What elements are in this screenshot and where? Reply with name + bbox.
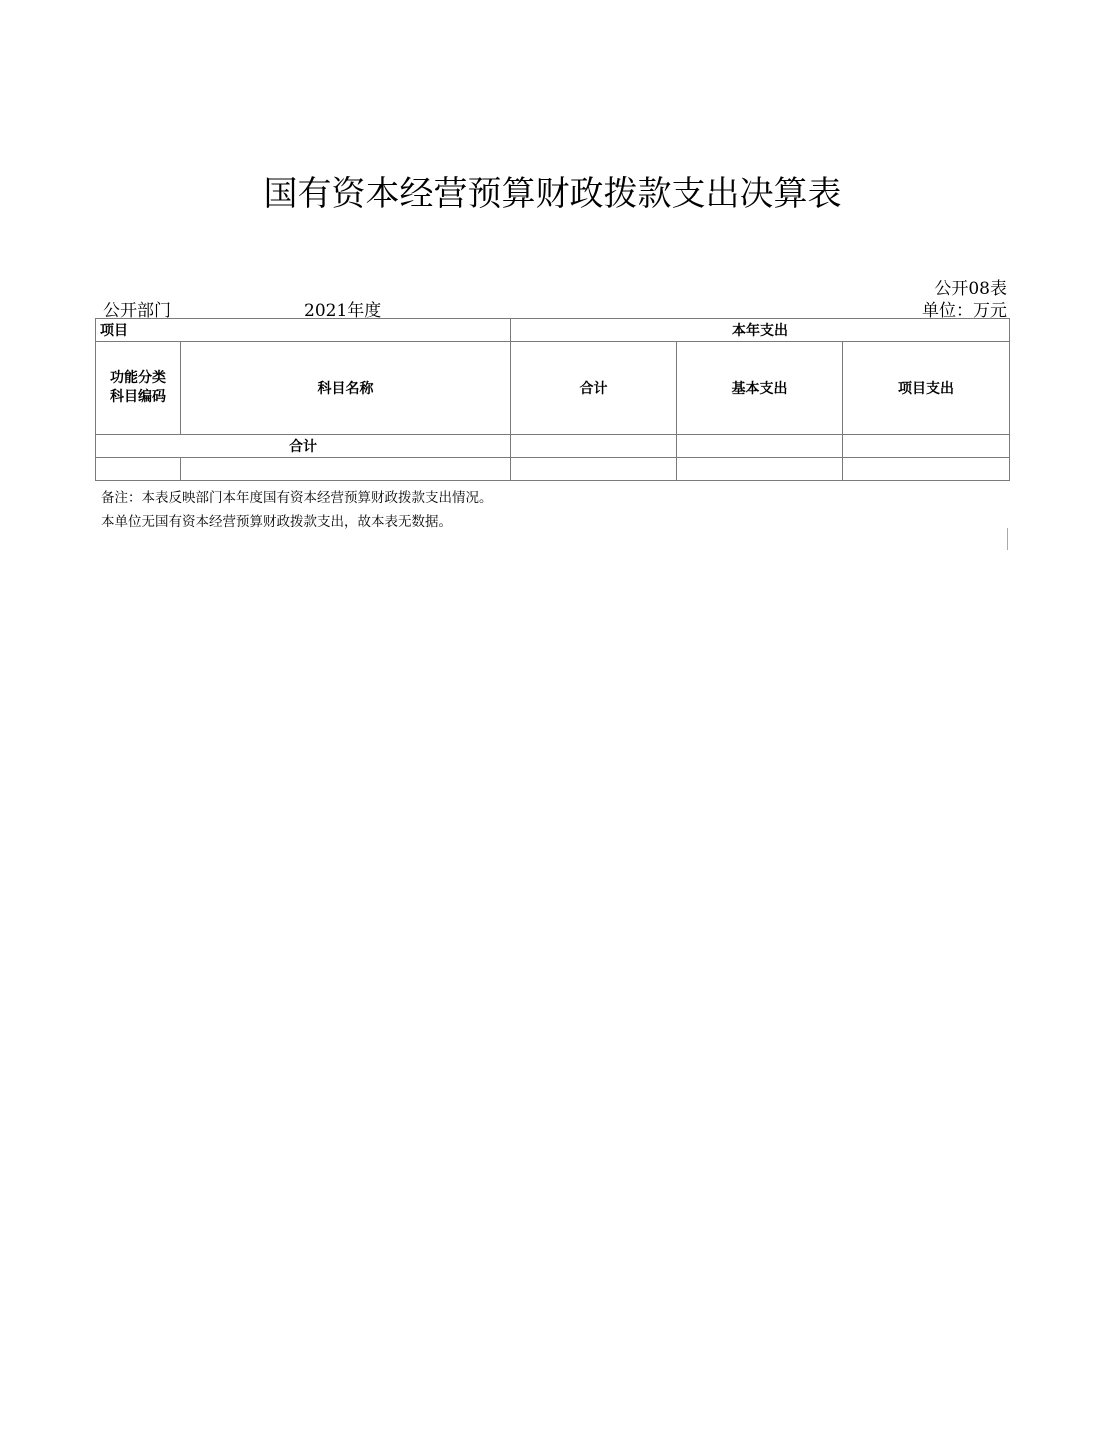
total-row xyxy=(96,435,1010,458)
subject-name-header: 科目名称 xyxy=(181,342,511,435)
table-number: 公开08表 xyxy=(934,279,1007,299)
project-header: 项目 xyxy=(96,319,511,342)
fiscal-year: 2021年度 xyxy=(304,301,382,321)
function-code-header-line2: 科目编码 xyxy=(110,389,166,405)
remark-line-2: 本单位无国有资本经营预算财政拨款支出，故本表无数据。 xyxy=(101,514,452,530)
header-row-1 xyxy=(96,319,1010,342)
project-expenditure-header: 项目支出 xyxy=(843,342,1010,435)
function-code-header xyxy=(96,342,181,435)
total-row-basic xyxy=(677,435,843,458)
report-meta xyxy=(103,296,1007,321)
department-label: 公开部门 xyxy=(103,301,171,321)
total-row-total xyxy=(511,435,677,458)
remark-line-1: 备注：本表反映部门本年度国有资本经营预算财政拨款支出情况。 xyxy=(101,490,493,506)
function-code-header-line1: 功能分类 xyxy=(110,370,166,386)
page-divider xyxy=(1007,528,1008,550)
total-row-label: 合计 xyxy=(96,435,511,458)
basic-expenditure-header: 基本支出 xyxy=(677,342,843,435)
row-name xyxy=(181,458,511,481)
expenditure-table xyxy=(95,318,1010,481)
row-code xyxy=(96,458,181,481)
header-row-2 xyxy=(96,342,1010,435)
row-total xyxy=(511,458,677,481)
row-project xyxy=(843,458,1010,481)
current-year-header: 本年支出 xyxy=(511,319,1010,342)
row-basic xyxy=(677,458,843,481)
table-row xyxy=(96,458,1010,481)
report-title: 国有资本经营预算财政拨款支出决算表 xyxy=(263,174,842,214)
total-row-project xyxy=(843,435,1010,458)
unit-label: 单位：万元 xyxy=(922,301,1007,321)
total-header: 合计 xyxy=(511,342,677,435)
